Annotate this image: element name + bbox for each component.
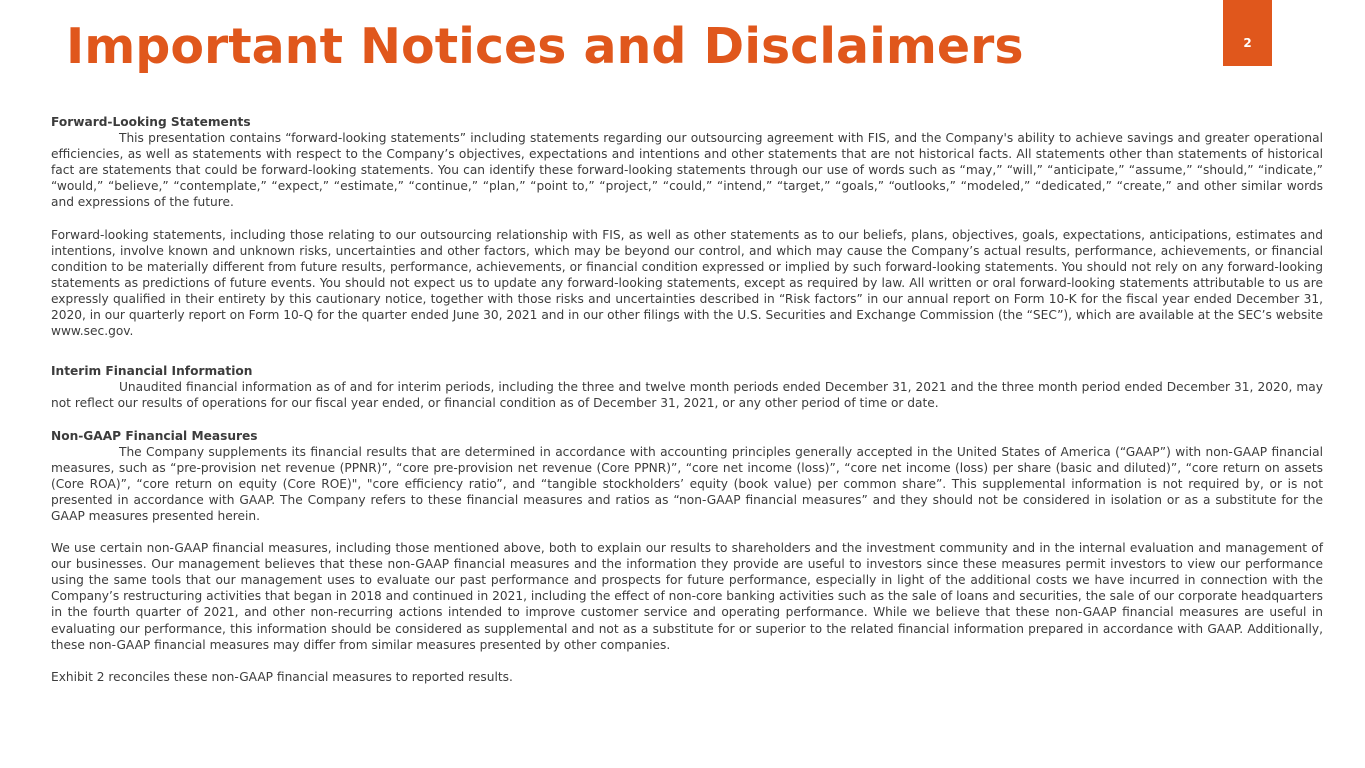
non-gaap-paragraph-2: We use certain non-GAAP financial measures, including those mentioned above, both to explain our results to shareholders and the investment community and in the internal evaluation and management of our businesses. Our management believes that these non-GAAP financial measures and the information they provide are useful to investors since these measures permit investors to view our performance using the same tools that our management uses to evaluate our past performance and prospects for future performance, especially in light of the additional costs we have incurred in connection with the Company’s restructuring activities that began in 2018 and continued in 2021, including the effect of non-core banking activities such as the sale of loans and securities, the sale of our corporate headquarters in the fourth quarter of 2021, and other non-recurring actions intended to improve customer service and operating performance. While we believe that these non-GAAP financial measures are useful in evaluating our performance, this information should be considered as supplemental and not as a substitute for or superior to the related financial information prepared in accordance with GAAP. Additionally, these non-GAAP financial measures may differ from similar measures presented by other companies.: [51, 541, 1323, 652]
non-gaap-heading: Non-GAAP Financial Measures: [51, 428, 258, 443]
page-title: Important Notices and Disclaimers: [66, 18, 1024, 75]
forward-looking-heading: Forward-Looking Statements: [51, 115, 251, 129]
forward-looking-paragraph-1: This presentation contains “forward-looking statements” including statements regarding our outsourcing agreement with FIS, and the Company's ability to achieve savings and greater operational efficiencies, as well as statements with respect to the Company’s objectives, expectations and intentions and other statements that are not historical facts. All statements other than statements of historical fact are statements that could be forward-looking statements. You can identify these forward-looking statements through our use of words such as “may,” “will,” “anticipate,” “assume,” “should,” “indicate,” “would,” “believe,” “contemplate,” “expect,” “estimate,” “continue,” “plan,” “point to,” “project,” “could,” “intend,” “target,” “goals,” “outlooks,” “modeled,” “dedicated,” “create,” and other similar words and expressions of the future.: [51, 131, 1323, 210]
non-gaap-paragraph-3: Exhibit 2 reconciles these non-GAAP financial measures to reported results.: [51, 669, 513, 684]
page-number-badge: 2: [1223, 0, 1272, 66]
disclaimer-body: [51, 114, 1323, 685]
interim-heading: Interim Financial Information: [51, 364, 253, 379]
forward-looking-paragraph-2: Forward-looking statements, including those relating to our outsourcing relationship with FIS, as well as other statements as to our beliefs, plans, objectives, goals, expectations, anticipations, estimates and intentions, involve known and unknown risks, uncertainties and other factors, which may be beyond our control, and which may cause the Company’s actual results, performance, achievements, or financial condition to be materially different from future results, performance, achievements, or financial condition expressed or implied by such forward-looking statements. You should not rely on any forward-looking statements as predictions of future events. You should not expect us to update any forward-looking statements, except as required by law. All written or oral forward-looking statements attributable to us are expressly qualified in their entirety by this cautionary notice, together with those risks and uncertainties described in “Risk factors” in our annual report on Form 10-K for the fiscal year ended December 31, 2020, in our quarterly report on Form 10-Q for the quarter ended June 30, 2021 and in our other filings with the U.S. Securities and Exchange Commission (the “SEC”), which are available at the SEC’s website www.sec.gov.: [51, 227, 1323, 339]
interim-paragraph-1: Unaudited financial information as of and for interim periods, including the three and twelve month periods ended December 31, 2021 and the three month period ended December 31, 2020, may not reflect our results of operations for our fiscal year ended, or financial condition as of December 31, 2021, or any other period of time or date.: [51, 380, 1323, 411]
non-gaap-paragraph-1: The Company supplements its financial results that are determined in accordance with accounting principles generally accepted in the United States of America (“GAAP”) with non-GAAP financial measures, such as “pre-provision net revenue (PPNR)”, “core pre-provision net revenue (Core PPNR)”, “core net income (loss)”, “core net income (loss) per share (basic and diluted)”, “core return on assets (Core ROA)”, “core return on equity (Core ROE)", "core efficiency ratio”, and “tangible stockholders’ equity (book value) per common share”. This supplemental information is not required by, or is not presented in accordance with GAAP. The Company refers to these financial measures and ratios as “non-GAAP financial measures” and they should not be considered in isolation or as a substitute for the GAAP measures presented herein.: [51, 444, 1323, 523]
